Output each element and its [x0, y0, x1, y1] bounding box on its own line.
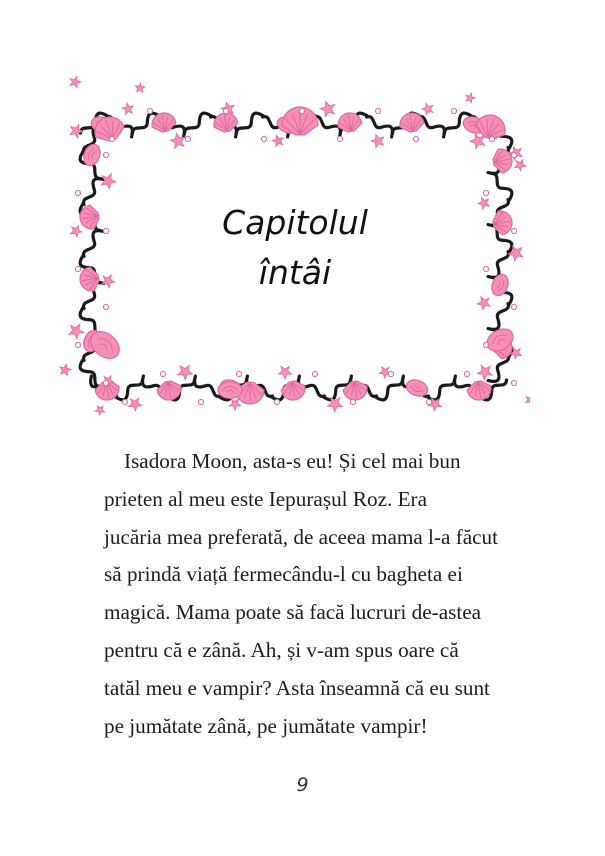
page-number: 9: [296, 774, 309, 796]
chapter-title-line2: întâi: [258, 253, 332, 292]
paragraph-line: să prindă viață fermecându-l cu bagheta ei: [104, 562, 463, 587]
paragraph-line: pe jumătate zână, pe jumătate vampir!: [104, 713, 428, 738]
paragraph-line: prieten al meu este Iepurașul Roz. Era: [104, 486, 427, 511]
story-paragraph: [104, 443, 514, 745]
chapter-title-line1: Capitolul: [222, 203, 368, 242]
paragraph-line: jucăria mea preferată, de aceea mama l-a făcut: [104, 524, 499, 549]
paragraph-line: Isadora Moon, asta-s eu! Și cel mai bun: [124, 449, 461, 473]
paragraph-line: pentru că e zână. Ah, și v-am spus oare că: [104, 637, 459, 662]
paragraph-line: magică. Mama poate să facă lucruri de-astea: [104, 600, 482, 625]
paragraph-line: tatăl meu e vampir? Asta înseamnă că eu sunt: [104, 675, 490, 700]
chapter-title: [160, 198, 430, 298]
